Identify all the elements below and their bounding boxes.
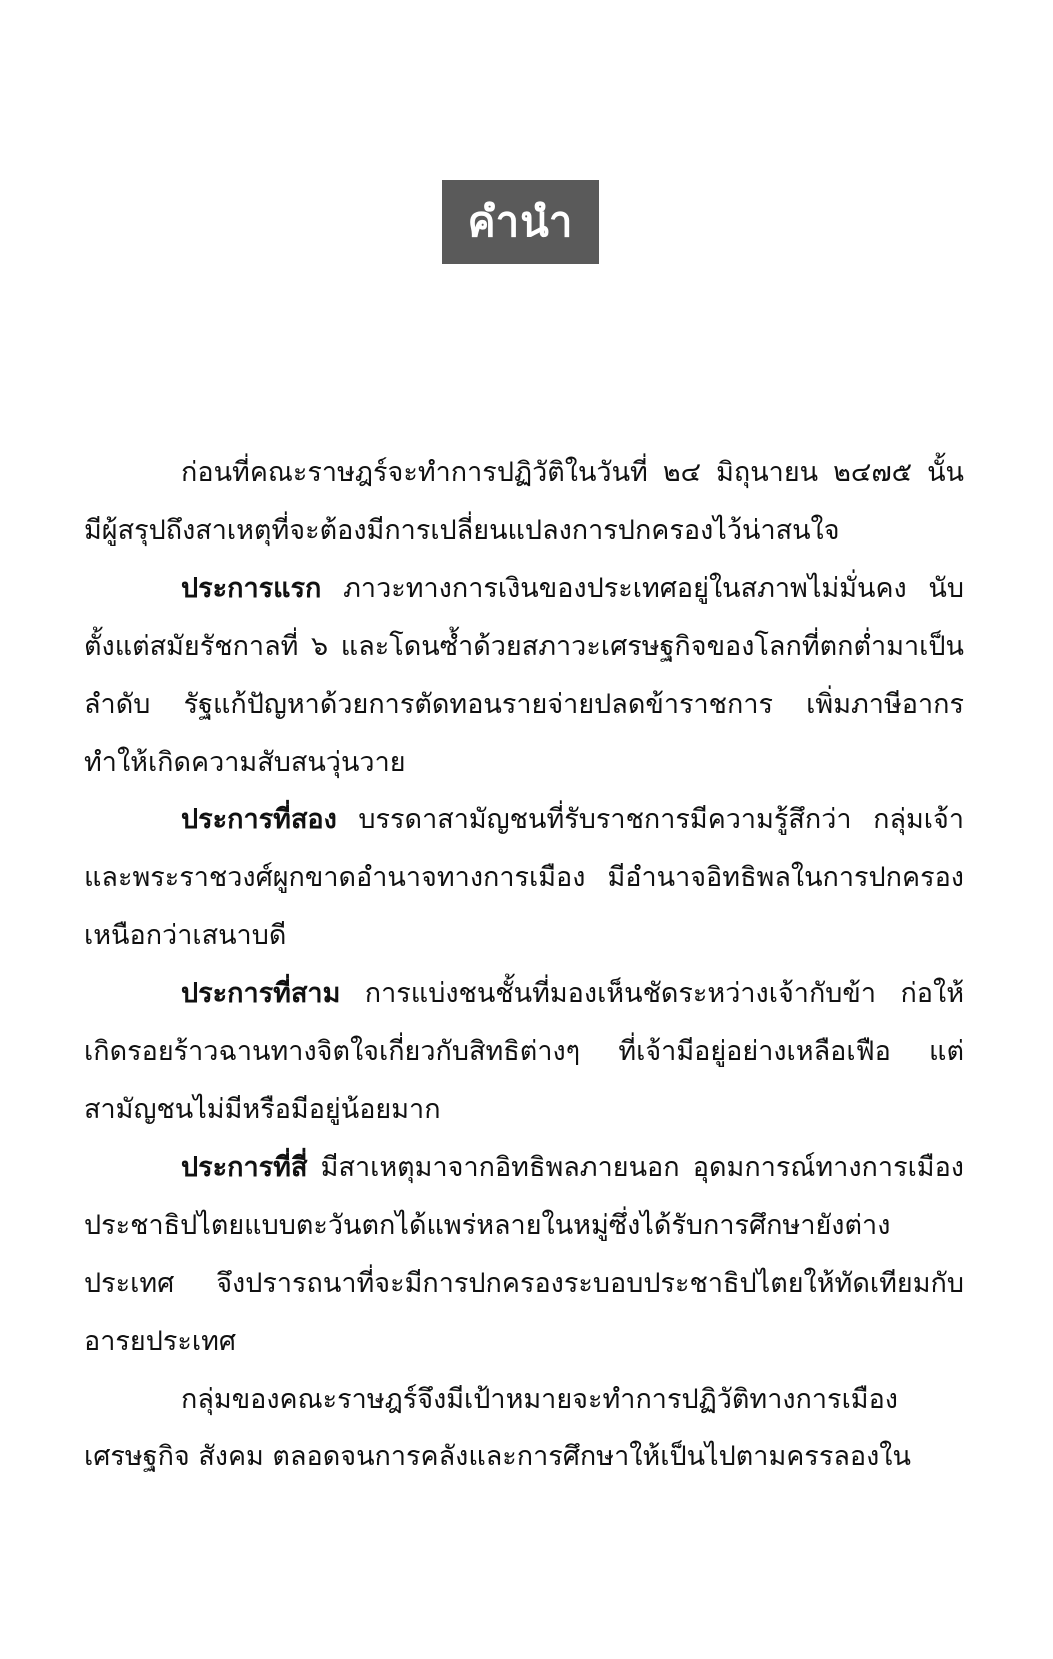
paragraph-text: ก่อนที่คณะราษฎร์จะทำการปฏิวัติในวันที่ ๒๔ มิถุนายน ๒๔๗๕ นั้น มีผู้สรุปถึงสาเหตุที่จะต้องมีการเปลี่ยนแปลงการปกครองไว้น่าสนใจ — [84, 457, 964, 546]
paragraph-fourth-reason — [84, 1139, 964, 1371]
paragraph-text: การแบ่งชนชั้นที่มองเห็นชัดระหว่างเจ้ากับข้า ก่อให้เกิดรอยร้าวฉานทางจิตใจเกี่ยวกับสิทธิต่างๆ ที่เจ้ามีอยู่อย่างเหลือเฟือ แต่สามัญชนไม่มีหรือมีอยู่น้อยมาก — [84, 978, 964, 1125]
paragraph-second-reason — [84, 791, 964, 965]
page-title: คำนำ — [442, 180, 599, 264]
paragraph-third-reason — [84, 965, 964, 1139]
paragraph-lead: ประการที่สี่ — [181, 1151, 308, 1183]
body-text — [84, 444, 964, 1486]
paragraph-lead: ประการที่สาม — [181, 978, 341, 1010]
paragraph-text: กลุ่มของคณะราษฎร์จึงมีเป้าหมายจะทำการปฏิวัติทางการเมือง เศรษฐกิจ สังคม ตลอดจนการคลังและการศึกษาให้เป็นไปตามครรลองใน — [84, 1383, 911, 1473]
paragraph-lead: ประการแรก — [181, 572, 322, 604]
paragraph-text: บรรดาสามัญชนที่รับราชการมีความรู้สึกว่า กลุ่มเจ้าและพระราชวงศ์ผูกขาดอำนาจทางการเมือง มีอำนาจอิทธิพลในการปกครองเหนือกว่าเสนาบดี — [84, 804, 964, 952]
paragraph-lead: ประการที่สอง — [181, 804, 337, 836]
paragraph-text: มีสาเหตุมาจากอิทธิพลภายนอก อุดมการณ์ทางการเมืองประชาธิปไตยแบบตะวันตกได้แพร่หลายในหมู่ซึ่งได้รับการศึกษายังต่างประเทศ จึงปรารถนาที่จะมีการปกครองระบอบประชาธิปไตยให้ทัดเทียมกับอารยประเทศ — [84, 1151, 964, 1357]
paragraph-intro — [84, 444, 964, 560]
paragraph-text: ภาวะทางการเงินของประเทศอยู่ในสภาพไม่มั่นคง นับตั้งแต่สมัยรัชกาลที่ ๖ และโดนซ้ำด้วยสภาวะเศรษฐกิจของโลกที่ตกต่ำมาเป็นลำดับ รัฐแก้ปัญหาด้วยการตัดทอนรายจ่ายปลดข้าราชการ เพิ่มภาษีอากร ทำให้เกิดความสับสนวุ่นวาย — [84, 572, 964, 778]
paragraph-first-reason — [84, 560, 964, 792]
paragraph-conclusion — [84, 1371, 964, 1487]
